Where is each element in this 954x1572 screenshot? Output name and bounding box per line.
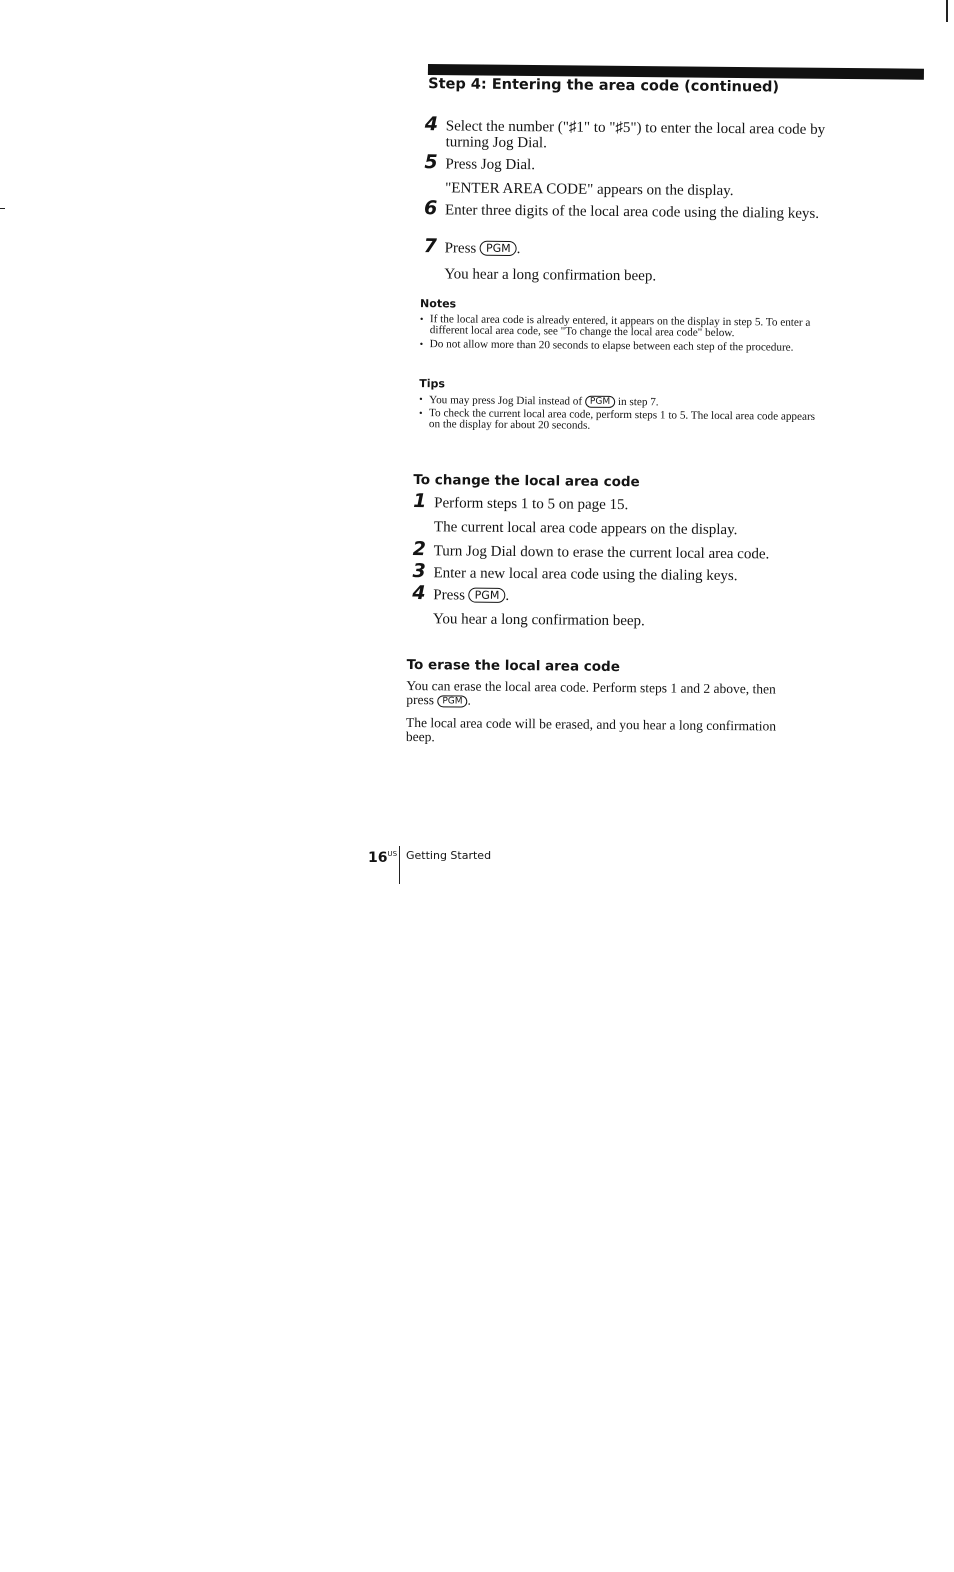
tip-item	[419, 408, 827, 434]
erase-section-heading: To erase the local area code	[406, 656, 620, 676]
change-step-1-result: The current local area code appears on the display.	[433, 519, 738, 539]
step-text-before-key: Press	[433, 587, 466, 604]
step-text	[445, 240, 828, 260]
bullet-icon: •	[419, 394, 423, 406]
change-step-4-result: You hear a long confirmation beep.	[432, 611, 645, 630]
step-number: 5	[424, 151, 438, 174]
erase-paragraph	[406, 679, 804, 711]
pgm-key-icon: PGM	[480, 241, 517, 256]
para-text-before-key: You can erase the local area code. Perform steps 1 and 2 above, then press	[406, 677, 776, 708]
step-7	[423, 235, 828, 260]
pgm-key-icon: PGM	[437, 695, 467, 707]
step-5	[424, 151, 828, 176]
pgm-key-icon: PGM	[585, 396, 615, 408]
step-text-after-key: .	[505, 587, 510, 604]
pgm-key-icon: PGM	[469, 588, 506, 603]
para-text-after-key: .	[467, 692, 472, 708]
step-number: 1	[413, 490, 427, 513]
step-4	[424, 113, 829, 154]
bullet-icon: •	[419, 339, 424, 351]
erase-result-paragraph: The local area code will be erased, and you hear a long confirmation beep.	[405, 714, 777, 745]
change-step-2	[412, 538, 817, 563]
footer-section-name: Getting Started	[406, 849, 492, 862]
step-text: Turn Jog Dial down to erase the current local area code.	[433, 543, 770, 563]
note-text: If the local area code is already entered, it appears on the display in step 5. To enter a different local area code, see "To change the local area code" below.	[429, 313, 811, 340]
change-step-3	[412, 560, 816, 585]
right-edge-mark	[946, 0, 948, 22]
notes-heading: Notes	[420, 297, 457, 311]
page-header-title: Step 4: Entering the area code (continued)	[428, 76, 780, 96]
tip-text-before-key: You may press Jog Dial instead of	[429, 394, 583, 408]
step-7-result: You hear a long confirmation beep.	[444, 266, 657, 285]
change-step-4	[412, 582, 816, 607]
tip-text-after-key: in step 7.	[617, 395, 659, 409]
left-margin-mark	[0, 208, 5, 209]
step-text-before-key: Press	[444, 240, 477, 257]
step-number: 4	[424, 113, 439, 136]
step-number: 2	[412, 538, 427, 561]
page-number	[368, 846, 397, 866]
page-number-suffix: US	[387, 850, 398, 858]
step-text: Enter a new local area code using the dialing keys.	[433, 565, 738, 585]
note-item	[420, 339, 828, 354]
step-number: 3	[412, 560, 426, 583]
footer-divider	[399, 846, 400, 884]
step-text-after-key: .	[516, 241, 521, 258]
change-section-heading: To change the local area code	[413, 472, 640, 491]
step-5-result: "ENTER AREA CODE" appears on the display.	[445, 180, 734, 200]
note-text: Do not allow more than 20 seconds to elapse between each step of the procedure.	[429, 338, 794, 354]
step-text	[433, 587, 816, 607]
note-item	[420, 314, 828, 340]
page-number-value: 16	[368, 850, 388, 866]
step-text: Press Jog Dial.	[445, 156, 536, 174]
change-step-1	[413, 490, 817, 515]
step-text: Perform steps 1 to 5 on page 15.	[434, 495, 629, 514]
step-number: 6	[423, 197, 438, 220]
tip-text: To check the current local area code, perform steps 1 to 5. The local area code appears on the display for about 20 seconds.	[428, 407, 816, 432]
step-text: Enter three digits of the local area code using the dialing keys.	[444, 202, 820, 222]
step-text: Select the number ("♯1" to "♯5") to enter the local area code by turning Jog Dial.	[445, 118, 826, 152]
step-number: 4	[412, 582, 426, 605]
step-number: 7	[423, 235, 437, 258]
bullet-icon: •	[419, 314, 424, 326]
page-content	[405, 0, 832, 745]
step-6	[423, 197, 828, 222]
bullet-icon: •	[418, 408, 423, 420]
tips-heading: Tips	[419, 377, 446, 391]
